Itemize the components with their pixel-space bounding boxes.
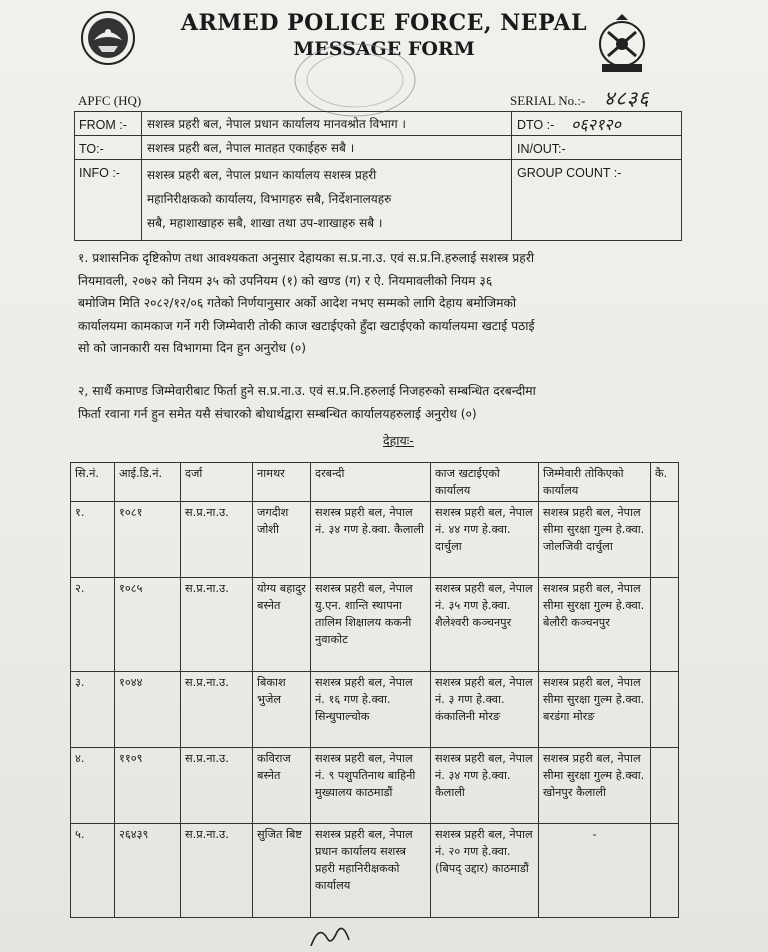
- cell-post: सशस्त्र प्रहरी बल, नेपाल प्रधान कार्यालय सशस्त्र प्रहरी महानिरीक्षकको कार्यालय: [311, 824, 431, 918]
- cell-rank: स.प्र.ना.उ.: [181, 672, 253, 748]
- cell-id: २६४३९: [115, 824, 181, 918]
- paragraph-1: [78, 247, 678, 360]
- to-label: TO:-: [79, 142, 104, 156]
- assignment-table: [70, 462, 679, 918]
- form-title: ARMED POLICE FORCE, NEPAL: [180, 10, 588, 36]
- group-count-label: GROUP COUNT :-: [517, 166, 622, 180]
- cell-remark: [651, 748, 679, 824]
- table-row: [71, 502, 679, 578]
- cell-remark: [651, 578, 679, 672]
- inout-label: IN/OUT:-: [517, 142, 566, 156]
- col-header: जिम्मेवारी तोकिएको कार्यालय: [539, 463, 651, 502]
- form-subtitle: MESSAGE FORM: [293, 38, 475, 60]
- col-header: दरबन्दी: [311, 463, 431, 502]
- cell-kaj: सशस्त्र प्रहरी बल, नेपाल नं. ३ गण हे.क्वा. कंकालिनी मोरङ: [431, 672, 539, 748]
- para-line: कार्यालयमा कामकाज गर्ने गरी जिम्मेवारी तोकी काज खटाईएको हुँदा खटाईएको कार्यालयमा खटाई पठाई: [78, 318, 535, 333]
- dehaya-heading: देहायः-: [383, 433, 414, 448]
- signature: [305, 920, 365, 950]
- cell-sn: ५.: [71, 824, 115, 918]
- paragraph-2: [78, 380, 678, 425]
- cell-sn: २.: [71, 578, 115, 672]
- cell-rank: स.प्र.ना.उ.: [181, 748, 253, 824]
- info-line: सबै, महाशाखाहरु सबै, शाखा तथा उप-शाखाहरु सबै ।: [147, 216, 383, 230]
- cell-name: जगदीश जोशी: [253, 502, 311, 578]
- from-row: [75, 112, 681, 136]
- cell-name: सुजित बिष्ट: [253, 824, 311, 918]
- para-line: १. प्रशासनिक दृष्टिकोण तथा आवश्यकता अनुसार देहायका स.प्र.ना.उ. एवं स.प्र.नि.हरुलाई सशस्त्र प्रहरी: [78, 251, 535, 265]
- cell-post: सशस्त्र प्रहरी बल, नेपाल नं. १६ गण हे.क्वा. सिन्धुपाल्चोक: [311, 672, 431, 748]
- from-label: FROM :-: [79, 118, 127, 132]
- table-row: [71, 748, 679, 824]
- cell-id: १०८५: [115, 578, 181, 672]
- cell-resp: -: [539, 824, 651, 918]
- cell-name: योग्य बहादुर बस्नेत: [253, 578, 311, 672]
- cell-sn: १.: [71, 502, 115, 578]
- info-value: [143, 160, 511, 242]
- cell-resp: सशस्त्र प्रहरी बल, नेपाल सीमा सुरक्षा गुल्म हे.क्वा. खोनपुर कैलाली: [539, 748, 651, 824]
- para-line: २, सार्थै कमाण्ड जिम्मेवारीबाट फिर्ता हुने स.प्र.ना.उ. एवं स.प्र.नि.हरुलाई निजहरुको सम्बन्धित दरबन्दीमा: [78, 384, 536, 398]
- cell-rank: स.प्र.ना.उ.: [181, 502, 253, 578]
- para-line: फिर्ता रवाना गर्न हुन समेत यसै संचारको बोधार्थद्वारा सम्बन्धित कार्यालयहरुलाई अनुरोध (०): [78, 406, 477, 421]
- cell-remark: [651, 824, 679, 918]
- table-header-row: [71, 463, 679, 502]
- para-line: बमोजिम मिति २०८२/१२/०६ गतेको निर्णयानुसार अर्को आदेश नभए सम्मको लागि देहाय बमोजिमको: [78, 296, 517, 310]
- cell-resp: सशस्त्र प्रहरी बल, नेपाल सीमा सुरक्षा गुल्म हे.क्वा. जोलजिवी दार्चुला: [539, 502, 651, 578]
- to-value: सशस्त्र प्रहरी बल, नेपाल मातहत एकाईहरु सबै ।: [147, 141, 355, 155]
- table-row: [71, 578, 679, 672]
- cell-post: सशस्त्र प्रहरी बल, नेपाल नं. ९ पशुपतिनाथ बाहिनी मुख्यालय काठमाडौं: [311, 748, 431, 824]
- col-header: दर्जा: [181, 463, 253, 502]
- cell-sn: ३.: [71, 672, 115, 748]
- col-header: आई.डि.नं.: [115, 463, 181, 502]
- cell-id: १०४४: [115, 672, 181, 748]
- cell-kaj: सशस्त्र प्रहरी बल, नेपाल नं. ४४ गण हे.क्वा. दार्चुला: [431, 502, 539, 578]
- cell-name: कविराज बस्नेत: [253, 748, 311, 824]
- cell-remark: [651, 502, 679, 578]
- office-stamp: [290, 40, 420, 120]
- cell-id: १०८१: [115, 502, 181, 578]
- cell-rank: स.प्र.ना.उ.: [181, 578, 253, 672]
- cell-post: सशस्त्र प्रहरी बल, नेपाल नं. ३४ गण हे.क्वा. कैलाली: [311, 502, 431, 578]
- cell-resp: सशस्त्र प्रहरी बल, नेपाल सीमा सुरक्षा गुल्म हे.क्वा. बेलौरी कञ्चनपुर: [539, 578, 651, 672]
- cell-sn: ४.: [71, 748, 115, 824]
- info-line: महानिरीक्षकको कार्यालय, विभागहरु सबै, निर्देशनालयहरु: [147, 192, 392, 206]
- from-value: सशस्त्र प्रहरी बल, नेपाल प्रधान कार्यालय मानवश्रोत विभाग ।: [147, 117, 406, 131]
- col-header: काज खटाईएको कार्यालय: [431, 463, 539, 502]
- cell-remark: [651, 672, 679, 748]
- serial-label: SERIAL No.:-: [510, 93, 586, 108]
- serial-number: ४८३६: [604, 88, 650, 110]
- cell-kaj: सशस्त्र प्रहरी बल, नेपाल नं. ३४ गण हे.क्वा. कैलाली: [431, 748, 539, 824]
- cell-name: बिकाश भुजेल: [253, 672, 311, 748]
- cell-id: ११०९: [115, 748, 181, 824]
- dto-value: ०६२१२०: [571, 115, 621, 134]
- info-label: INFO :-: [79, 166, 120, 180]
- cell-resp: सशस्त्र प्रहरी बल, नेपाल सीमा सुरक्षा गुल्म हे.क्वा. बरडंगा मोरङ: [539, 672, 651, 748]
- table-row: [71, 824, 679, 918]
- para-line: नियमावली, २०७२ को नियम ३५ को उपनियम (१) को खण्ड (ग) र ऐ. नियमावलीको नियम ३६: [78, 273, 493, 288]
- col-header: नामथर: [253, 463, 311, 502]
- info-row: [75, 160, 681, 242]
- cell-rank: स.प्र.ना.उ.: [181, 824, 253, 918]
- office-code: APFC (HQ): [78, 93, 142, 108]
- cell-kaj: सशस्त्र प्रहरी बल, नेपाल नं. २० गण हे.क्वा. (बिपद् उद्दार) काठमाडौं: [431, 824, 539, 918]
- routing-box: [74, 111, 682, 241]
- cell-post: सशस्त्र प्रहरी बल, नेपाल यु.एन. शान्ति स्थापना तालिम शिक्षालय ककनी नुवाकोट: [311, 578, 431, 672]
- to-row: [75, 136, 681, 160]
- table-row: [71, 672, 679, 748]
- para-line: सो को जानकारी यस विभागमा दिन हुन अनुरोध (०): [78, 341, 307, 355]
- col-header: कै.: [651, 463, 679, 502]
- dto-label: DTO :-: [517, 118, 555, 132]
- cell-kaj: सशस्त्र प्रहरी बल, नेपाल नं. ३५ गण हे.क्वा. शैलेश्वरी कञ्चनपुर: [431, 578, 539, 672]
- apf-logo-icon: [588, 14, 656, 76]
- col-header: सि.नं.: [71, 463, 115, 502]
- info-line: सशस्त्र प्रहरी बल, नेपाल प्रधान कार्यालय सशस्त्र प्रहरी: [147, 168, 377, 182]
